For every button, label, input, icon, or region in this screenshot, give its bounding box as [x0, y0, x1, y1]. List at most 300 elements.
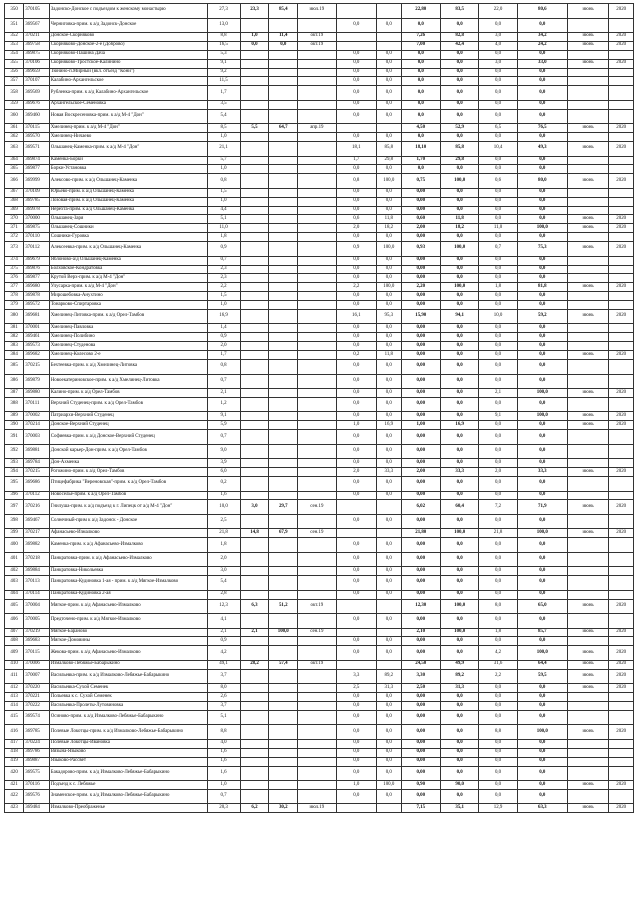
row-number-cell: 373 [5, 242, 24, 257]
table-row [5, 500, 634, 515]
normative-pct-cell: 0,0 [377, 459, 402, 468]
repair-date-cell [298, 351, 336, 360]
road-name-cell: Новоселье-прим. к а/д Орел-Тамбов [49, 491, 207, 500]
repaired-km-cell: 6,2 [240, 804, 269, 813]
target-km-cell: 0,0 [479, 397, 517, 412]
repair-date-cell [298, 576, 336, 591]
deadline-year-cell: 2020 [609, 804, 634, 813]
repair-date-cell [298, 739, 336, 748]
row-number-cell: 359 [5, 100, 24, 109]
row-number-cell: 410 [5, 660, 24, 669]
target-km-cell: 0,0 [479, 590, 517, 599]
planned-km-cell: 0,00 [401, 567, 440, 576]
planned-pct-cell: 11,8 [440, 215, 478, 224]
repaired-km-cell [240, 538, 269, 553]
target-pct-cell: 65,0 [517, 599, 567, 614]
row-number-cell: 417 [5, 739, 24, 748]
deadline-month-cell: июнь [567, 412, 609, 421]
repaired-km-cell [240, 77, 269, 86]
repair-date-cell [298, 333, 336, 342]
repair-date-cell [298, 309, 336, 324]
table-row [5, 18, 634, 33]
row-number-cell: 365 [5, 165, 24, 174]
table-row [5, 265, 634, 274]
row-number-cell: 388 [5, 397, 24, 412]
length-cell: 1,5 [207, 188, 240, 197]
road-code-cell: 369573 [24, 342, 50, 351]
repaired-km-cell [240, 789, 269, 804]
repaired-pct-cell [269, 538, 298, 553]
table-row [5, 333, 634, 342]
table-row [5, 309, 634, 324]
road-name-cell: Скорняково-Пашина Дача [49, 50, 207, 59]
road-name-cell: Полевые Локотцы-прим. к а/д Измалково-Лебяжье-Бабарыкино [49, 725, 207, 740]
road-code-cell: 370215 [24, 360, 50, 375]
planned-km-cell: 22,80 [401, 4, 440, 19]
normative-km-cell: 0,0 [336, 50, 377, 59]
repaired-km-cell [240, 748, 269, 757]
deadline-year-cell: 2020 [609, 412, 634, 421]
row-number-cell: 358 [5, 86, 24, 101]
row-number-cell: 353 [5, 41, 24, 50]
target-km-cell: 0,0 [479, 292, 517, 301]
deadline-year-cell [609, 538, 634, 553]
row-number-cell: 360 [5, 109, 24, 124]
repair-date-cell: сен.19 [298, 628, 336, 637]
target-pct-cell: 0,0 [517, 86, 567, 101]
table-row [5, 637, 634, 646]
repaired-pct-cell [269, 77, 298, 86]
planned-pct-cell: 0,0 [440, 324, 478, 333]
normative-pct-cell: 0,0 [377, 397, 402, 412]
deadline-year-cell [609, 491, 634, 500]
planned-km-cell: 0,00 [401, 693, 440, 702]
normative-pct-cell: 11,8 [377, 351, 402, 360]
deadline-year-cell: 2020 [609, 684, 634, 693]
normative-km-cell [336, 529, 377, 538]
row-number-cell: 377 [5, 283, 24, 292]
target-pct-cell: 0,0 [517, 324, 567, 333]
target-pct-cell: 59,5 [517, 669, 567, 684]
repaired-km-cell [240, 477, 269, 492]
normative-pct-cell: 0,0 [377, 68, 402, 77]
repair-date-cell [298, 256, 336, 265]
row-number-cell: 390 [5, 421, 24, 430]
normative-km-cell: 2,0 [336, 468, 377, 477]
road-code-cell: 370004 [24, 599, 50, 614]
repair-date-cell: окт.19 [298, 660, 336, 669]
normative-pct-cell: 0,0 [377, 389, 402, 398]
road-code-cell: 369881 [24, 444, 50, 459]
road-code-cell: 369880 [24, 389, 50, 398]
target-km-cell: 4,0 [479, 41, 517, 50]
planned-pct-cell: 0,0 [440, 725, 478, 740]
road-code-cell: 370115 [24, 124, 50, 133]
length-cell: 49,1 [207, 660, 240, 669]
length-cell: 4,4 [207, 206, 240, 215]
repair-date-cell [298, 374, 336, 389]
repair-date-cell [298, 215, 336, 224]
deadline-year-cell [609, 109, 634, 124]
planned-pct-cell: 0,0 [440, 702, 478, 711]
target-pct-cell: 0,0 [517, 265, 567, 274]
planned-km-cell: 0,00 [401, 646, 440, 661]
road-name-cell: Хмелинец-Студенова [49, 342, 207, 351]
table-row [5, 188, 634, 197]
deadline-year-cell [609, 748, 634, 757]
planned-km-cell: 15,90 [401, 309, 440, 324]
planned-pct-cell: 16,9 [440, 421, 478, 430]
repair-date-cell: апр.19 [298, 124, 336, 133]
planned-km-cell: 0,60 [401, 215, 440, 224]
deadline-year-cell: 2020 [609, 628, 634, 637]
road-code-cell: 369567 [24, 18, 50, 33]
road-code-cell: 370007 [24, 669, 50, 684]
normative-km-cell: 0,8 [336, 174, 377, 189]
deadline-year-cell [609, 576, 634, 591]
target-km-cell: 0,0 [479, 233, 517, 242]
row-number-cell: 406 [5, 614, 24, 629]
repaired-km-cell [240, 224, 269, 233]
deadline-year-cell [609, 301, 634, 310]
repaired-km-cell [240, 197, 269, 206]
length-cell: 5,9 [207, 421, 240, 430]
normative-pct-cell: 29,8 [377, 156, 402, 165]
row-number-cell: 393 [5, 459, 24, 468]
repair-date-cell [298, 669, 336, 684]
road-code-cell: 369875 [24, 50, 50, 59]
planned-km-cell: 0,00 [401, 710, 440, 725]
planned-km-cell: 6,02 [401, 500, 440, 515]
normative-km-cell: 0,0 [336, 590, 377, 599]
row-number-cell: 399 [5, 529, 24, 538]
planned-pct-cell: 0,0 [440, 59, 478, 68]
planned-pct-cell: 49,9 [440, 660, 478, 669]
planned-km-cell: 0,00 [401, 342, 440, 351]
road-name-cell: Каменка-прим. к а/д Афанасьево-Измалково [49, 538, 207, 553]
repair-date-cell [298, 748, 336, 757]
target-km-cell: 3,0 [479, 59, 517, 68]
repaired-km-cell [240, 265, 269, 274]
road-name-cell: Калабино-Архангельское [49, 77, 207, 86]
planned-pct-cell: 52,9 [440, 124, 478, 133]
deadline-month-cell: июнь [567, 389, 609, 398]
length-cell: 1,7 [207, 351, 240, 360]
table-row [5, 389, 634, 398]
planned-km-cell: 0,00 [401, 739, 440, 748]
normative-km-cell: 0,0 [336, 693, 377, 702]
repair-date-cell [298, 389, 336, 398]
repair-date-cell [298, 59, 336, 68]
deadline-year-cell [609, 710, 634, 725]
repair-date-cell [298, 68, 336, 77]
deadline-month-cell: июнь [567, 242, 609, 257]
planned-km-cell: 7,15 [401, 804, 440, 813]
planned-pct-cell: 100,0 [440, 174, 478, 189]
road-name-cell: Донское-Скорняково [49, 33, 207, 42]
repaired-km-cell [240, 514, 269, 529]
road-code-cell: 370113 [24, 576, 50, 591]
deadline-month-cell [567, 748, 609, 757]
table-row [5, 397, 634, 412]
planned-km-cell: 0,00 [401, 576, 440, 591]
row-number-cell: 371 [5, 224, 24, 233]
repaired-pct-cell [269, 224, 298, 233]
normative-km-cell: 0,0 [336, 233, 377, 242]
road-name-cell: Верхний Студенец-прим. к а/д Орел-Тамбов [49, 397, 207, 412]
normative-pct-cell: 0,0 [377, 710, 402, 725]
target-km-cell: 10,4 [479, 142, 517, 157]
table-row [5, 538, 634, 553]
target-km-cell: 8,0 [479, 599, 517, 614]
length-cell: 1,0 [207, 781, 240, 790]
repair-date-cell [298, 468, 336, 477]
row-number-cell: 395 [5, 477, 24, 492]
repair-date-cell [298, 766, 336, 781]
repaired-km-cell [240, 421, 269, 430]
length-cell: 0,7 [207, 789, 240, 804]
repair-date-cell [298, 789, 336, 804]
repaired-pct-cell [269, 477, 298, 492]
repair-date-cell [298, 725, 336, 740]
target-km-cell: 0,0 [479, 477, 517, 492]
repair-date-cell [298, 477, 336, 492]
repaired-pct-cell [269, 389, 298, 398]
target-km-cell: 11,0 [479, 224, 517, 233]
target-pct-cell: 0,0 [517, 18, 567, 33]
normative-km-cell [336, 804, 377, 813]
deadline-month-cell [567, 333, 609, 342]
table-row [5, 301, 634, 310]
row-number-cell: 408 [5, 637, 24, 646]
deadline-year-cell [609, 342, 634, 351]
repaired-pct-cell [269, 766, 298, 781]
row-number-cell: 387 [5, 389, 24, 398]
length-cell: 1,6 [207, 757, 240, 766]
length-cell: 10,0 [207, 500, 240, 515]
target-km-cell: 0,0 [479, 766, 517, 781]
length-cell: 0,2 [207, 477, 240, 492]
planned-pct-cell: 0,0 [440, 68, 478, 77]
road-name-cell: Васильевка-Пролеты-Лутовиновка [49, 702, 207, 711]
road-code-cell: 370110 [24, 233, 50, 242]
normative-pct-cell: 0,0 [377, 725, 402, 740]
target-pct-cell: 0,0 [517, 292, 567, 301]
repair-date-cell [298, 684, 336, 693]
repaired-km-cell [240, 757, 269, 766]
road-code-cell: 370003 [24, 430, 50, 445]
length-cell: 2,6 [207, 693, 240, 702]
road-name-cell: Новая Воскресеновка-прим. к а/д М-4 "Дон" [49, 109, 207, 124]
road-code-cell: 370001 [24, 324, 50, 333]
road-name-cell: Васильевка-Сухой Семенек [49, 684, 207, 693]
repaired-pct-cell [269, 324, 298, 333]
repaired-km-cell: 28,2 [240, 660, 269, 669]
road-name-cell: Ольшанец-Сошники [49, 224, 207, 233]
table-row [5, 567, 634, 576]
target-km-cell: 0,0 [479, 333, 517, 342]
target-km-cell: 0,0 [479, 374, 517, 389]
planned-pct-cell: 18,2 [440, 224, 478, 233]
deadline-month-cell [567, 77, 609, 86]
planned-pct-cell: 0,0 [440, 360, 478, 375]
length-cell: 9,2 [207, 68, 240, 77]
table-row [5, 233, 634, 242]
table-row [5, 430, 634, 445]
target-km-cell: 0,0 [479, 265, 517, 274]
road-name-cell: Жекова-прим. к а/д Афанасьево-Измалково [49, 646, 207, 661]
planned-km-cell: 0,00 [401, 397, 440, 412]
normative-km-cell: 2,0 [336, 224, 377, 233]
normative-km-cell: 0,0 [336, 748, 377, 757]
row-number-cell: 369 [5, 206, 24, 215]
road-code-cell: 370111 [24, 397, 50, 412]
road-code-cell: 370002 [24, 412, 50, 421]
normative-pct-cell: 85,8 [377, 142, 402, 157]
normative-pct-cell: 0,0 [377, 444, 402, 459]
repair-date-cell [298, 360, 336, 375]
repair-date-cell [298, 430, 336, 445]
planned-pct-cell: 0,0 [440, 389, 478, 398]
normative-km-cell: 0,0 [336, 538, 377, 553]
planned-km-cell: 0,00 [401, 374, 440, 389]
planned-pct-cell: 0,0 [440, 757, 478, 766]
length-cell: 1,7 [207, 86, 240, 101]
table-row [5, 468, 634, 477]
length-cell: 2,3 [207, 265, 240, 274]
table-row [5, 781, 634, 790]
target-km-cell: 0,0 [479, 757, 517, 766]
target-pct-cell: 0,0 [517, 197, 567, 206]
repaired-pct-cell [269, 552, 298, 567]
length-cell: 2,1 [207, 389, 240, 398]
target-pct-cell: 0,0 [517, 100, 567, 109]
repaired-km-cell [240, 351, 269, 360]
target-pct-cell: 71,9 [517, 500, 567, 515]
repaired-pct-cell: 29,7 [269, 500, 298, 515]
repaired-pct-cell [269, 757, 298, 766]
deadline-month-cell [567, 109, 609, 124]
row-number-cell: 354 [5, 50, 24, 59]
normative-km-cell: 0,0 [336, 18, 377, 33]
road-name-cell: Скорняково-Донское-2-е (Доброво) [49, 41, 207, 50]
repair-date-cell [298, 174, 336, 189]
normative-km-cell: 0,0 [336, 491, 377, 500]
target-pct-cell: 33,0 [517, 59, 567, 68]
length-cell: 4,1 [207, 614, 240, 629]
table-row [5, 342, 634, 351]
normative-pct-cell: 0,0 [377, 197, 402, 206]
repaired-km-cell [240, 646, 269, 661]
row-number-cell: 367 [5, 188, 24, 197]
repaired-pct-cell [269, 444, 298, 459]
table-row [5, 215, 634, 224]
road-code-cell: 370005 [24, 614, 50, 629]
target-km-cell: 0,0 [479, 188, 517, 197]
target-pct-cell: 0,0 [517, 459, 567, 468]
target-pct-cell: 0,0 [517, 156, 567, 165]
planned-pct-cell: 0,0 [440, 444, 478, 459]
road-name-cell: Ольшанец-Каменка-прим. к а/д М-4 "Дон" [49, 142, 207, 157]
repaired-pct-cell [269, 165, 298, 174]
deadline-month-cell: июнь [567, 500, 609, 515]
deadline-year-cell [609, 292, 634, 301]
normative-pct-cell [377, 124, 402, 133]
deadline-year-cell: 2020 [609, 33, 634, 42]
road-name-cell: Юрьево-прим. к а/д Ольшанец-Каменка [49, 188, 207, 197]
length-cell: 3,5 [207, 100, 240, 109]
normative-pct-cell: 0,0 [377, 342, 402, 351]
row-number-cell: 376 [5, 274, 24, 283]
repaired-km-cell [240, 614, 269, 629]
planned-pct-cell: 0,0 [440, 576, 478, 591]
planned-pct-cell: 0,0 [440, 477, 478, 492]
row-number-cell: 414 [5, 702, 24, 711]
repair-date-cell [298, 567, 336, 576]
deadline-month-cell [567, 206, 609, 215]
planned-pct-cell: 0,0 [440, 567, 478, 576]
repair-date-cell [298, 233, 336, 242]
table-row [5, 702, 634, 711]
planned-km-cell: 0,00 [401, 412, 440, 421]
deadline-month-cell [567, 156, 609, 165]
road-code-cell: 369679 [24, 256, 50, 265]
road-code-cell: 370109 [24, 188, 50, 197]
road-code-cell: 369676 [24, 100, 50, 109]
normative-km-cell: 0,0 [336, 109, 377, 124]
planned-km-cell: 1,70 [401, 156, 440, 165]
deadline-month-cell [567, 766, 609, 781]
road-name-cell: Предточено-прим. к а/д Мягкое-Измалково [49, 614, 207, 629]
deadline-year-cell: 2020 [609, 59, 634, 68]
normative-km-cell: 0,0 [336, 477, 377, 492]
repaired-km-cell [240, 374, 269, 389]
target-pct-cell: 0,0 [517, 567, 567, 576]
table-row [5, 4, 634, 19]
road-code-cell: 370112 [24, 242, 50, 257]
repaired-km-cell [240, 669, 269, 684]
repaired-pct-cell [269, 50, 298, 59]
deadline-month-cell [567, 789, 609, 804]
row-number-cell: 368 [5, 197, 24, 206]
normative-pct-cell: 0,0 [377, 133, 402, 142]
planned-km-cell: 0,00 [401, 444, 440, 459]
target-km-cell: 0,0 [479, 614, 517, 629]
row-number-cell: 394 [5, 468, 24, 477]
length-cell: 4,0 [207, 739, 240, 748]
table-row [5, 477, 634, 492]
road-name-cell: Болховское-Кондратовка [49, 265, 207, 274]
deadline-month-cell [567, 292, 609, 301]
deadline-month-cell [567, 590, 609, 599]
length-cell: 8,8 [207, 33, 240, 42]
deadline-month-cell [567, 188, 609, 197]
road-code-cell: 370217 [24, 529, 50, 538]
deadline-year-cell [609, 693, 634, 702]
repaired-pct-cell [269, 421, 298, 430]
repaired-pct-cell [269, 283, 298, 292]
deadline-month-cell: июнь [567, 646, 609, 661]
normative-pct-cell: 0,0 [377, 538, 402, 553]
deadline-month-cell [567, 18, 609, 33]
target-km-cell: 31,6 [479, 660, 517, 669]
planned-km-cell: 2,10 [401, 628, 440, 637]
table-row [5, 324, 634, 333]
target-km-cell: 0,0 [479, 206, 517, 215]
deadline-month-cell [567, 477, 609, 492]
repaired-pct-cell [269, 637, 298, 646]
normative-km-cell: 0,0 [336, 374, 377, 389]
